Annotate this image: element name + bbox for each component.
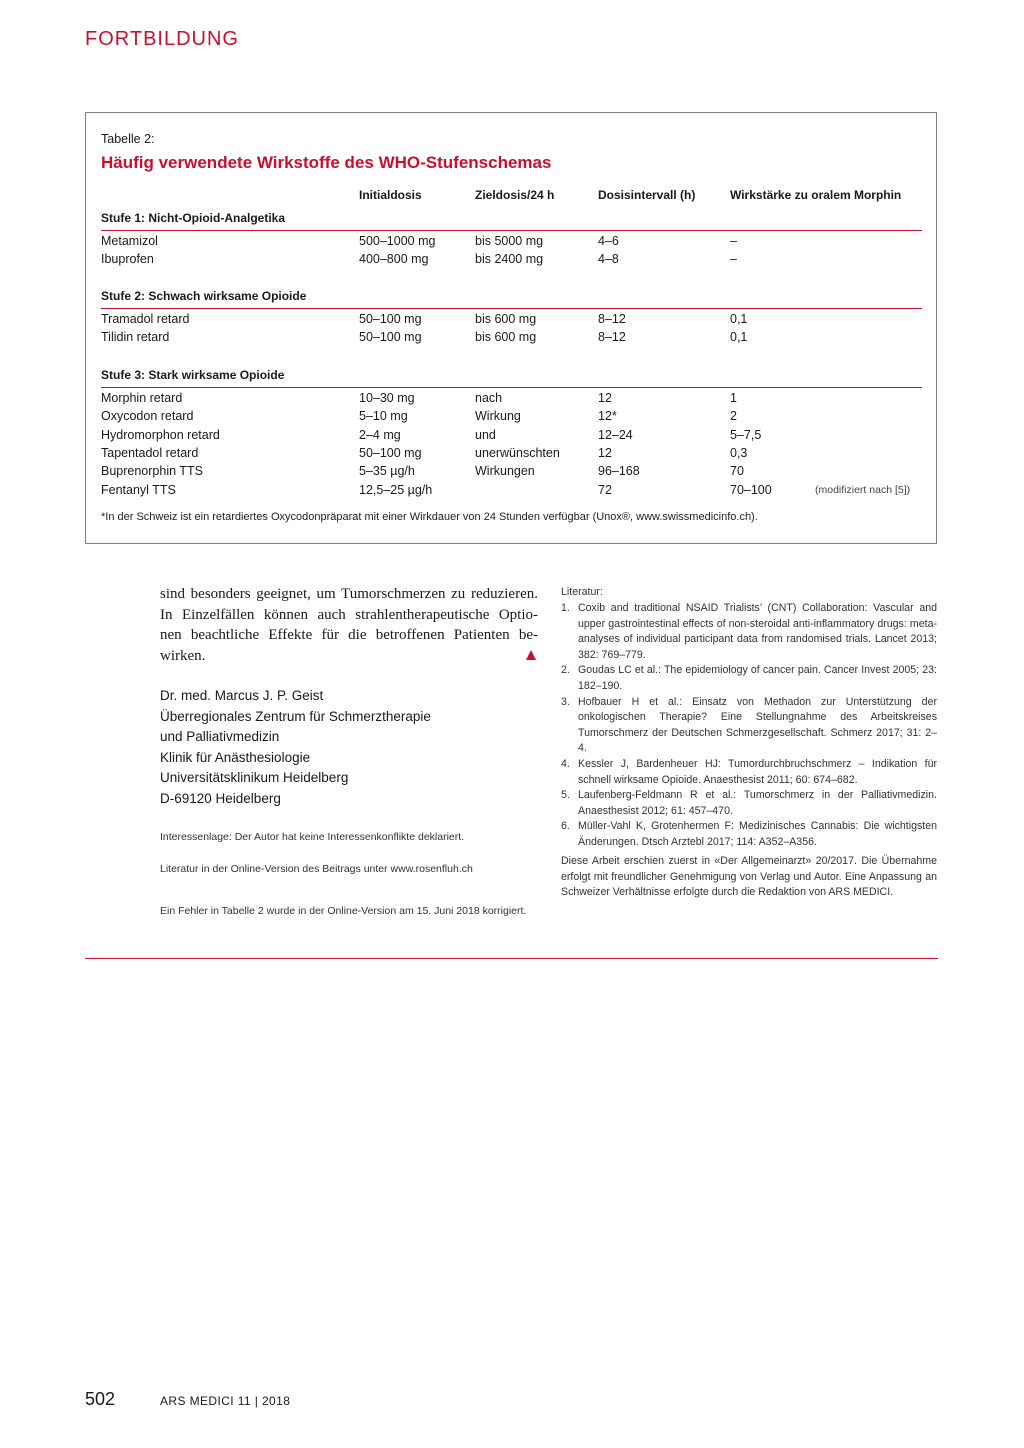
interval-cell: 8–12	[598, 312, 626, 326]
interval-cell: 12	[598, 391, 612, 405]
table-group-title: Stufe 2: Schwach wirksame Opioide	[101, 289, 307, 303]
target-dose-cell: bis 600 mg	[475, 330, 537, 345]
drug-name-cell: Oxycodon retard	[101, 409, 194, 424]
literature-item-text: Coxib and traditional NSAID Trialists’ (CNT) Collaboration: Vascular and upper gastrointestinal effects of non-steroidal anti-inflammatory drugs: meta-analyses of individual participant data from randomised trials. Lancet 2013; 382: 769–779.	[578, 602, 937, 661]
author-line: Überregionales Zentrum für Schmerztherapie	[160, 708, 431, 724]
literature-item-number: 3.	[561, 695, 570, 708]
table-title: Häufig verwendete Wirkstoffe des WHO-Stufenschemas	[101, 153, 552, 172]
interval-cell: 4–6	[598, 234, 619, 248]
literature-item-text: Goudas LC et al.: The epidemiology of cancer pain. Cancer Invest 2005; 23: 182–190.	[578, 664, 937, 692]
drug-name-cell: Fentanyl TTS	[101, 482, 176, 497]
literature-item-number: 2.	[561, 664, 570, 677]
literature-label: Literatur:	[561, 586, 603, 598]
author-line: Klinik für Anästhesiologie	[160, 749, 311, 765]
drug-name-cell: Tapentadol retard	[101, 445, 199, 460]
interval-cell: 12	[598, 445, 612, 460]
literature-list	[561, 601, 937, 851]
literature-item-number: 1.	[561, 602, 570, 614]
literature-item-text: Hofbauer H et al.: Einsatz von Methadon zur Unterstützung der onkologischen Therapie? Eine Stellungnahme des Arbeitskreises Tumorschmerz der Deutschen Schmerzgesellschaft. Schmerz 2017; 31: 2–4.	[578, 695, 937, 755]
table-source-note: (modifiziert nach [5])	[815, 484, 911, 496]
target-dose-cell: Wirkungen	[475, 464, 535, 479]
target-dose-cell: bis 5000 mg	[475, 234, 544, 248]
drug-name-cell: Morphin retard	[101, 391, 183, 405]
target-dose-cell: bis 600 mg	[475, 312, 537, 326]
interval-cell: 12–24	[598, 427, 633, 442]
morphine-equivalence-cell: 70	[730, 464, 744, 479]
initial-dose-cell: 500–1000 mg	[359, 234, 436, 248]
morphine-equivalence-cell: 0,1	[730, 312, 748, 326]
morphine-equivalence-cell: 0,3	[730, 445, 748, 460]
morphine-equivalence-cell: 70–100	[730, 482, 772, 497]
correction-note: Ein Fehler in Tabelle 2 wurde in der Online-Version am 15. Juni 2018 korrigiert.	[160, 905, 527, 917]
interval-cell: 96–168	[598, 464, 640, 479]
drug-name-cell: Tramadol retard	[101, 312, 190, 326]
interval-cell: 72	[598, 482, 612, 497]
author-line: Universitätsklinikum Heidelberg	[160, 770, 349, 786]
drug-name-cell: Buprenorphin TTS	[101, 464, 203, 479]
drug-name-cell: Hydromorphon retard	[101, 427, 220, 442]
literature-item	[561, 663, 937, 694]
morphine-equivalence-cell: 5–7,5	[730, 427, 762, 442]
target-dose-cell: Wirkung	[475, 409, 521, 424]
group-divider	[101, 230, 922, 231]
author-name: Dr. med. Marcus J. P. Geist	[160, 688, 324, 703]
literature-item-text: Kessler J, Bardenheuer HJ: Tumordurchbruchschmerz – Indikation für schnell wirksame Opioide. Anaesthesist 2011; 60: 674–682.	[578, 757, 937, 786]
article-body-text	[160, 584, 538, 667]
initial-dose-cell: 50–100 mg	[359, 330, 422, 345]
drug-name-cell: Ibuprofen	[101, 252, 154, 267]
initial-dose-cell: 5–35 µg/h	[359, 464, 415, 479]
table-frame	[85, 112, 937, 544]
initial-dose-cell: 12,5–25 µg/h	[359, 482, 433, 497]
target-dose-cell: und	[475, 427, 496, 442]
column-header-target-dose: Zieldosis/24 h	[475, 188, 555, 202]
interval-cell: 12*	[598, 409, 617, 424]
initial-dose-cell: 400–800 mg	[359, 252, 429, 267]
interval-cell: 8–12	[598, 330, 626, 345]
table-group-title: Stufe 1: Nicht-Opioid-Analgetika	[101, 211, 286, 225]
author-line: und Palliativmedizin	[160, 729, 280, 745]
literature-item	[561, 601, 937, 663]
morphine-equivalence-cell: 0,1	[730, 330, 748, 345]
initial-dose-cell: 5–10 mg	[359, 409, 408, 424]
page-number: 502	[85, 1389, 116, 1409]
literature-item-text: Laufenberg-Feldmann R et al.: Tumorschmerz in der Palliativmedizin. Anaesthesist 2012; 61: 457–470.	[578, 789, 937, 817]
literature-item	[561, 695, 937, 757]
publication-note: Diese Arbeit erschien zuerst in «Der Allgemeinarzt» 20/2017. Die Übernahme erfolgt mit freundlicher Genehmigung von Verlag und Autor. Eine Anpassung an Schweizer Verhältnisse erfolgte durch die Redaktion von ARS MEDICI.	[561, 855, 937, 899]
body-line: sind besonders geeignet, um Tumorschmerzen zu reduzieren.	[160, 586, 538, 602]
column-header-initial-dose: Initialdosis	[359, 188, 422, 202]
journal-reference: ARS MEDICI 11 | 2018	[160, 1394, 291, 1408]
table-footnote: *In der Schweiz ist ein retardiertes Oxycodonpräparat mit einer Wirkdauer von 24 Stunden verfügbar (Unox®, www.swissmedicinfo.ch).	[101, 511, 758, 523]
initial-dose-cell: 50–100 mg	[359, 445, 422, 460]
initial-dose-cell: 10–30 mg	[359, 391, 415, 405]
morphine-equivalence-cell: –	[730, 252, 737, 267]
table-caption: Tabelle 2:	[101, 132, 155, 146]
drug-name-cell: Tilidin retard	[101, 330, 170, 345]
table-group-title: Stufe 3: Stark wirksame Opioide	[101, 368, 285, 382]
literature-item	[561, 788, 937, 819]
conflict-of-interest-note: Interessenlage: Der Autor hat keine Interessenkonflikte deklariert.	[160, 831, 465, 843]
author-line: D-69120 Heidelberg	[160, 790, 281, 806]
online-literature-note: Literatur in der Online-Version des Beitrags unter www.rosenfluh.ch	[160, 863, 473, 875]
literature-item	[561, 819, 937, 850]
target-dose-cell: nach	[475, 391, 503, 405]
body-line: In Einzelfällen können auch strahlentherapeutische Optio-	[160, 606, 538, 623]
literature-item-number: 6.	[561, 820, 570, 833]
author-address	[160, 686, 431, 810]
bottom-divider	[85, 958, 938, 959]
morphine-equivalence-cell: 2	[730, 409, 737, 424]
literature-item-number: 4.	[561, 757, 570, 770]
column-header-morphine-equivalence: Wirkstärke zu oralem Morphin	[730, 188, 902, 202]
morphine-equivalence-cell: 1	[730, 391, 737, 405]
article-end-triangle-icon	[526, 650, 536, 660]
morphine-equivalence-cell: –	[730, 234, 737, 248]
group-divider	[101, 387, 922, 388]
drug-name-cell: Metamizol	[101, 234, 158, 248]
target-dose-cell: unerwünschten	[475, 445, 560, 460]
literature-item-number: 5.	[561, 789, 570, 802]
target-dose-cell: bis 2400 mg	[475, 252, 544, 267]
body-line: wirken.	[160, 648, 206, 665]
section-label: FORTBILDUNG	[85, 28, 239, 50]
initial-dose-cell: 50–100 mg	[359, 312, 422, 326]
column-header-dosing-interval: Dosisintervall (h)	[598, 188, 696, 202]
body-line: nen beachtliche Effekte für die betroffenen Patienten be-	[160, 627, 538, 644]
initial-dose-cell: 2–4 mg	[359, 427, 401, 442]
literature-item	[561, 757, 937, 788]
group-divider	[101, 308, 922, 309]
literature-item-text: Müller-Vahl K, Grotenhermen F: Medizinisches Cannabis: Die wichtigsten Änderungen. Dtsch Arztebl 2017; 114: A352–A356.	[578, 820, 937, 848]
interval-cell: 4–8	[598, 252, 619, 267]
